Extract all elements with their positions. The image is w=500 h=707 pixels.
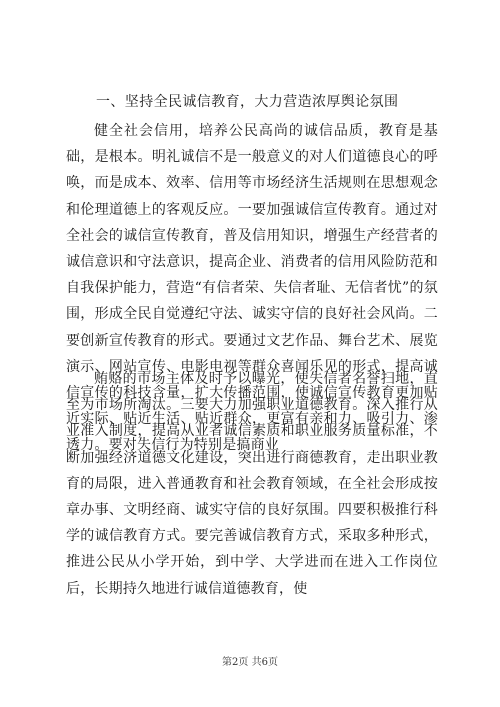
body-paragraph-2: 贿赂的市场主体及时予以曝光，使失信者名誉扫地，直至为市场所淘汰。三要大力加强职业道德教育。深入推行从业准入制度，提高从业者诚信素质和职业服务质量标准，不断加强经济道德文化建设，突出进行商德教育，走出职业教育的局限，进入普通教育和社会教育领域，在全社会形成按章办事、文明经商、诚实守信的良好氛围。四要积极推行科学的诚信教育方式。要完善诚信教育方式，采取多种形式，推进公民从小学开始，到中学、大学进而在进入工作岗位后，长期持久地进行诚信道德教育，使 bbox=[66, 371, 438, 597]
section-heading: 一、坚持全民诚信教育，大力营造浓厚舆论氛围 bbox=[96, 94, 399, 110]
body-paragraph-1: 健全社会信用，培养公民高尚的诚信品质，教育是基础，是根本。明礼诚信不是一般意义的对人们道德良心的呼唤，而是成本、效率、信用等市场经济生活规则在思想观念和伦理道德上的客观反应。一要加强诚信宣传教育。通过对全社会的诚信宣传教育，普及信用知识，增强生产经营者的诚信意识和守法意识，提高企业、消费者的信用风险防范和自我保护能力，营造“有信者荣、失信者耻、无信者忧”的氛围，形成全民自觉遵纪守法、诚实守信的良好社会风尚。二要创新宣传教育的形式。要通过文艺作品、舞台艺术、展览演示、网站宣传、电影电视等群众喜闻乐见的形式，提高诚信宣传的科技含量，扩大传播范围，使诚信宣传教育更加贴近实际、贴近生活、贴近群众，更富有亲和力、吸引力、渗透力。要对失信行为特别是搞商业 bbox=[66, 123, 438, 454]
page-number-footer: 第2页 共6页 bbox=[222, 657, 278, 668]
